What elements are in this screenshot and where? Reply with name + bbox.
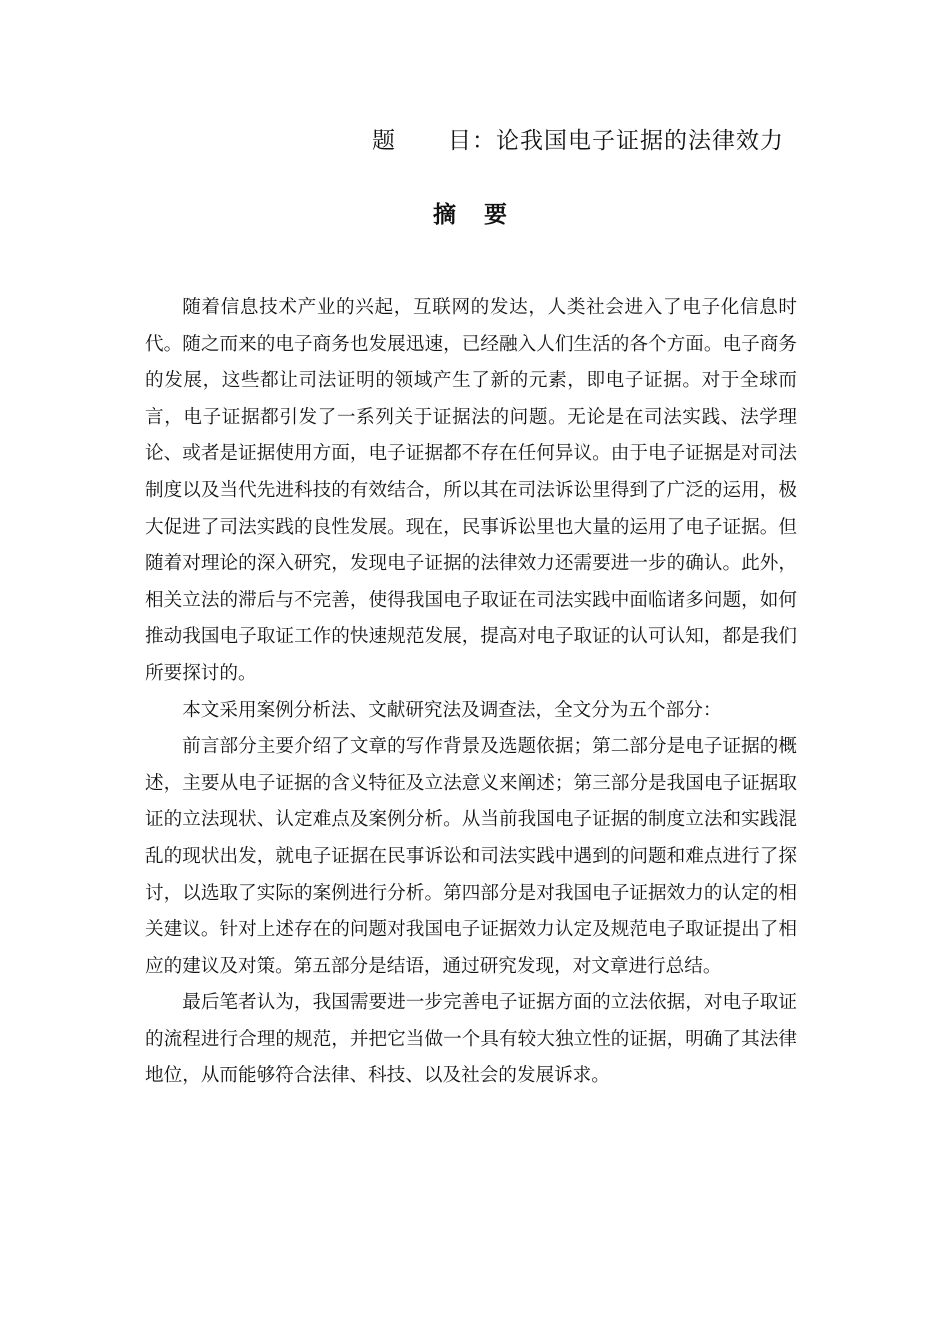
title-text: 论我国电子证据的法律效力 (496, 128, 784, 154)
title-label-second-char: 目： (448, 128, 496, 154)
abstract-paragraph-4: 最后笔者认为，我国需要进一步完善电子证据方面的立法依据，对电子取证的流程进行合理的规范，并把它当做一个具有较大独立性的证据，明确了其法律地位，从而能够符合法律、科技、以及社会的发展诉求。 (145, 992, 797, 1087)
abstract-body (145, 290, 797, 1095)
title-label-first-char: 题 (372, 128, 396, 154)
abstract-paragraph-3: 前言部分主要介绍了文章的写作背景及选题依据；第二部分是电子证据的概述，主要从电子证据的含义特征及立法意义来阐述；第三部分是我国电子证据取证的立法现状、认定难点及案例分析。从当前我国电子证据的制度立法和实践混乱的现状出发，就电子证据在民事诉讼和司法实践中遇到的问题和难点进行了探讨，以选取了实际的案例进行分析。第四部分是对我国电子证据效力的认定的相关建议。针对上述存在的问题对我国电子证据效力认定及规范电子取证提出了相应的建议及对策。第五部分是结语，通过研究发现，对文章进行总结。 (145, 736, 797, 977)
abstract-paragraph-1: 随着信息技术产业的兴起，互联网的发达，人类社会进入了电子化信息时代。随之而来的电子商务也发展迅速，已经融入人们生活的各个方面。电子商务的发展，这些都让司法证明的领域产生了新的元素，即电子证据。对于全球而言，电子证据都引发了一系列关于证据法的问题。无论是在司法实践、法学理论、或者是证据使用方面，电子证据都不存在任何异议。由于电子证据是对司法制度以及当代先进科技的有效结合，所以其在司法诉讼里得到了广泛的运用，极大促进了司法实践的良性发展。现在，民事诉讼里也大量的运用了电子证据。但随着对理论的深入研究，发现电子证据的法律效力还需要进一步的确认。此外，相关立法的滞后与不完善，使得我国电子取证在司法实践中面临诸多问题，如何推动我国电子取证工作的快速规范发展，提高对电子取证的认可认知，都是我们所要探讨的。 (145, 297, 797, 684)
abstract-heading: 摘 要 (432, 201, 517, 228)
document-title (372, 122, 784, 155)
abstract-paragraph-2: 本文采用案例分析法、文献研究法及调查法，全文分为五个部分： (182, 699, 722, 721)
